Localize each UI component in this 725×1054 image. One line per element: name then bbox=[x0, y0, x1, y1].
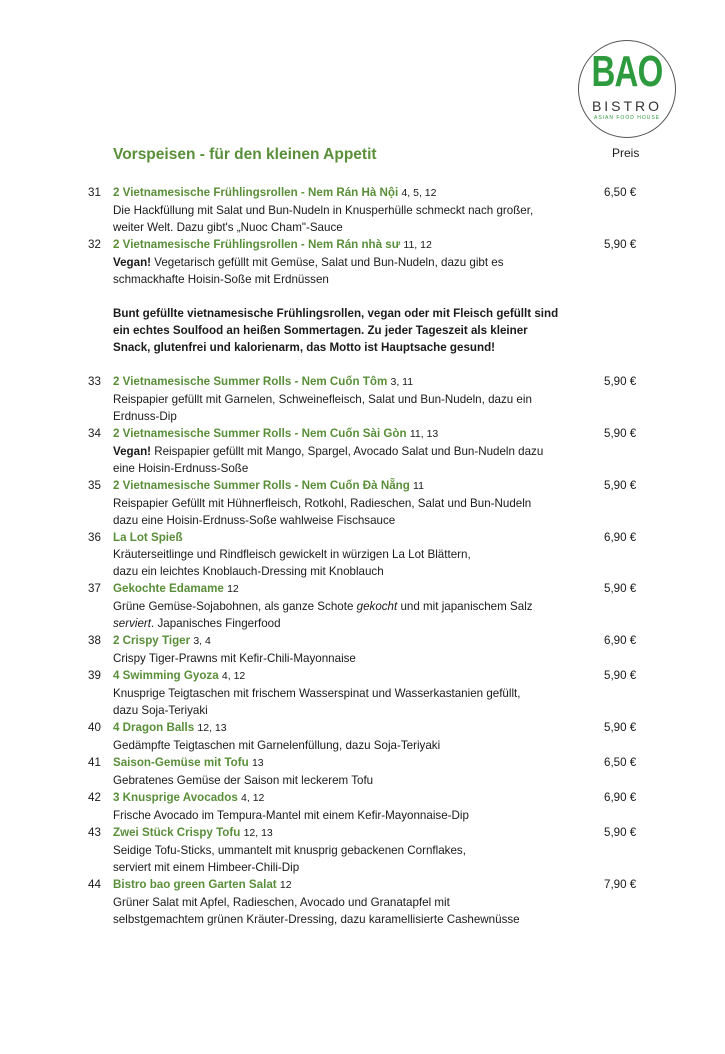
item-name: Zwei Stück Crispy Tofu bbox=[113, 826, 241, 839]
item-price: 5,90 € bbox=[604, 238, 637, 251]
item-description-line bbox=[113, 911, 725, 928]
item-name: Gekochte Edamame bbox=[113, 582, 224, 595]
description-segment: Die Hackfüllung mit Salat und Bun-Nudeln in Knusperhülle schmeckt nach großer, bbox=[113, 204, 534, 217]
menu-item bbox=[0, 236, 725, 288]
item-allergens: 12, 13 bbox=[243, 827, 273, 839]
item-description-line bbox=[113, 702, 725, 719]
item-allergens: 11 bbox=[413, 480, 424, 492]
menu-list bbox=[0, 184, 725, 928]
item-number: 35 bbox=[88, 479, 101, 492]
item-name: 2 Crispy Tiger bbox=[113, 634, 191, 647]
item-price: 5,90 € bbox=[604, 479, 637, 492]
note-line: Snack, glutenfrei und kalorienarm, das Motto ist Hauptsache gesund! bbox=[113, 341, 496, 354]
menu-item bbox=[0, 580, 725, 632]
item-price: 6,50 € bbox=[604, 186, 637, 199]
item-number: 33 bbox=[88, 375, 101, 388]
menu-item bbox=[0, 425, 725, 477]
item-number: 31 bbox=[88, 186, 101, 199]
description-segment: dazu Soja-Teriyaki bbox=[113, 704, 208, 717]
item-description-line bbox=[113, 202, 725, 219]
item-allergens: 4, 12 bbox=[241, 792, 265, 804]
item-name: 2 Vietnamesische Summer Rolls - Nem Cuốn Sài Gòn bbox=[113, 427, 407, 440]
item-allergens: 11, 12 bbox=[403, 239, 432, 251]
item-description-line bbox=[113, 495, 725, 512]
item-price: 6,90 € bbox=[604, 531, 637, 544]
item-description-line bbox=[113, 563, 725, 580]
item-allergens: 4, 12 bbox=[221, 670, 246, 682]
description-segment: dazu ein leichtes Knoblauch-Dressing mit Knoblauch bbox=[113, 565, 384, 578]
item-name: 4 Swimming Gyoza bbox=[113, 669, 219, 682]
price-header: Preis bbox=[612, 146, 640, 160]
description-segment: Kräuterseitlinge und Rindfleisch gewickelt in würzigen La Lot Blättern, bbox=[113, 548, 471, 561]
description-segment: Gedämpfte Teigtaschen mit Garnelenfüllung, dazu Soja-Teriyaki bbox=[113, 739, 441, 752]
menu-item bbox=[0, 754, 725, 789]
item-price: 5,90 € bbox=[604, 375, 637, 388]
item-description-line bbox=[113, 737, 725, 754]
item-name: Saison-Gemüse mit Tofu bbox=[113, 756, 249, 769]
item-allergens: 12 bbox=[227, 583, 239, 595]
description-segment: eine Hoisin-Erdnuss-Soße bbox=[113, 462, 249, 475]
menu-item bbox=[0, 632, 725, 667]
description-segment: Knusprige Teigtaschen mit frischem Wasserspinat und Wasserkastanien gefüllt, bbox=[113, 687, 521, 700]
item-number: 34 bbox=[88, 427, 101, 440]
description-segment: gekocht bbox=[356, 600, 398, 613]
menu-item bbox=[0, 373, 725, 425]
item-number: 43 bbox=[88, 826, 101, 839]
item-price: 6,90 € bbox=[604, 791, 637, 804]
description-segment: Gebratenes Gemüse der Saison mit leckerem Tofu bbox=[113, 774, 374, 787]
note-line: Bunt gefüllte vietnamesische Frühlingsrollen, vegan oder mit Fleisch gefüllt sind bbox=[113, 307, 559, 320]
item-number: 39 bbox=[88, 669, 101, 682]
menu-group-starters bbox=[0, 373, 725, 928]
item-description-line bbox=[113, 271, 725, 288]
item-name: 2 Vietnamesische Frühlingsrollen - Nem Rán nhà sư bbox=[113, 238, 401, 251]
description-segment: serviert bbox=[113, 617, 152, 630]
item-allergens: 12, 13 bbox=[197, 722, 227, 734]
description-segment: Grüne Gemüse-Sojabohnen, als ganze Schote bbox=[113, 600, 357, 613]
description-segment: Reispapier gefüllt mit Garnelen, Schweinefleisch, Salat und Bun-Nudeln, dazu ein bbox=[113, 393, 532, 406]
description-segment: Vegetarisch gefüllt mit Gemüse, Salat und Bun-Nudeln, dazu gibt es bbox=[151, 256, 504, 269]
description-segment: Seidige Tofu-Sticks, ummantelt mit knusprig gebackenen Cornflakes, bbox=[113, 844, 466, 857]
item-name: Bistro bao green Garten Salat bbox=[113, 878, 277, 891]
menu-item bbox=[0, 876, 725, 928]
description-segment: Vegan! bbox=[113, 256, 152, 269]
description-segment: weiter Welt. Dazu gibt's „Nuoc Cham"-Sauce bbox=[113, 221, 343, 234]
item-name: 2 Vietnamesische Summer Rolls - Nem Cuốn Tôm bbox=[113, 375, 388, 388]
item-description-line bbox=[113, 685, 725, 702]
item-price: 5,90 € bbox=[604, 721, 637, 734]
item-description-line bbox=[113, 894, 725, 911]
menu-item bbox=[0, 719, 725, 754]
item-name: 4 Dragon Balls bbox=[113, 721, 195, 734]
item-price: 7,90 € bbox=[604, 878, 637, 891]
item-price: 5,90 € bbox=[604, 427, 637, 440]
item-price: 5,90 € bbox=[604, 582, 637, 595]
item-number: 32 bbox=[88, 238, 101, 251]
item-description-line bbox=[113, 807, 725, 824]
description-segment: schmackhafte Hoisin-Soße mit Erdnüssen bbox=[113, 273, 329, 286]
item-number: 42 bbox=[88, 791, 101, 804]
item-number: 36 bbox=[88, 531, 101, 544]
item-name: 2 Vietnamesische Summer Rolls - Nem Cuốn Đà Nẵng bbox=[113, 479, 410, 492]
item-description-line bbox=[113, 772, 725, 789]
item-description-line bbox=[113, 460, 725, 477]
description-segment: dazu eine Hoisin-Erdnuss-Soße wahlweise Fischsauce bbox=[113, 514, 396, 527]
description-segment: und mit japanischem Salz bbox=[397, 600, 533, 613]
item-description-line bbox=[113, 650, 725, 667]
description-segment: . Japanisches Fingerfood bbox=[151, 617, 281, 630]
description-segment: selbstgemachtem grünen Kräuter-Dressing, dazu karamellisierte Cashewnüsse bbox=[113, 913, 520, 926]
item-allergens: 12 bbox=[279, 879, 292, 891]
menu-group-spring-rolls bbox=[0, 184, 725, 288]
menu-item bbox=[0, 477, 725, 529]
item-number: 40 bbox=[88, 721, 101, 734]
item-name: 2 Vietnamesische Frühlingsrollen - Nem Rán Hà Nội bbox=[113, 186, 399, 199]
bao-bistro-logo bbox=[578, 40, 676, 138]
item-description-line bbox=[113, 512, 725, 529]
item-name: La Lot Spieß bbox=[113, 531, 183, 544]
item-description-line bbox=[113, 842, 725, 859]
description-segment: Grüner Salat mit Apfel, Radieschen, Avocado und Granatapfel mit bbox=[113, 896, 450, 909]
description-segment: Erdnuss-Dip bbox=[113, 410, 177, 423]
menu-item bbox=[0, 824, 725, 876]
section-title: Vorspeisen - für den kleinen Appetit bbox=[113, 146, 377, 163]
item-allergens: 3, 4 bbox=[193, 635, 211, 647]
item-number: 38 bbox=[88, 634, 101, 647]
item-description-line bbox=[113, 443, 725, 460]
item-allergens: 3, 11 bbox=[390, 376, 414, 388]
item-name: 3 Knusprige Avocados bbox=[113, 791, 238, 804]
item-description-line bbox=[113, 615, 725, 632]
item-description-line bbox=[113, 546, 725, 563]
logo-main: BAO bbox=[591, 47, 663, 96]
description-segment: Vegan! bbox=[113, 445, 152, 458]
note-line: ein echtes Soulfood an heißen Sommertagen. Zu jeder Tageszeit als kleiner bbox=[113, 324, 528, 337]
description-segment: Reispapier gefüllt mit Mango, Spargel, Avocado Salat und Bun-Nudeln dazu bbox=[151, 445, 544, 458]
logo-second: BISTRO bbox=[591, 98, 663, 114]
item-allergens: 13 bbox=[251, 757, 264, 769]
item-number: 41 bbox=[88, 756, 101, 769]
description-segment: Frische Avocado im Tempura-Mantel mit einem Kefir-Mayonnaise-Dip bbox=[113, 809, 469, 822]
item-price: 5,90 € bbox=[604, 669, 637, 682]
item-description-line bbox=[113, 859, 725, 876]
item-allergens: 4, 5, 12 bbox=[401, 187, 437, 199]
logo-tagline: ASIAN FOOD HOUSE bbox=[593, 115, 660, 121]
menu-item bbox=[0, 529, 725, 580]
item-number: 44 bbox=[88, 878, 101, 891]
item-price: 6,90 € bbox=[604, 634, 637, 647]
item-description-line bbox=[113, 598, 725, 615]
item-description-line bbox=[113, 254, 725, 271]
item-description-line bbox=[113, 391, 725, 408]
menu-item bbox=[0, 184, 725, 236]
item-description-line bbox=[113, 408, 725, 425]
item-description-line bbox=[113, 219, 725, 236]
menu-item bbox=[0, 789, 725, 824]
item-price: 6,50 € bbox=[604, 756, 637, 769]
item-number: 37 bbox=[88, 582, 101, 595]
spring-roll-note bbox=[113, 305, 725, 356]
item-allergens: 11, 13 bbox=[409, 428, 439, 440]
description-segment: Reispapier Gefüllt mit Hühnerfleisch, Rotkohl, Radieschen, Salat und Bun-Nudeln bbox=[113, 497, 532, 510]
item-price: 5,90 € bbox=[604, 826, 637, 839]
description-segment: serviert mit einem Himbeer-Chili-Dip bbox=[113, 861, 300, 874]
description-segment: Crispy Tiger-Prawns mit Kefir-Chili-Mayonnaise bbox=[113, 652, 356, 665]
menu-item bbox=[0, 667, 725, 719]
